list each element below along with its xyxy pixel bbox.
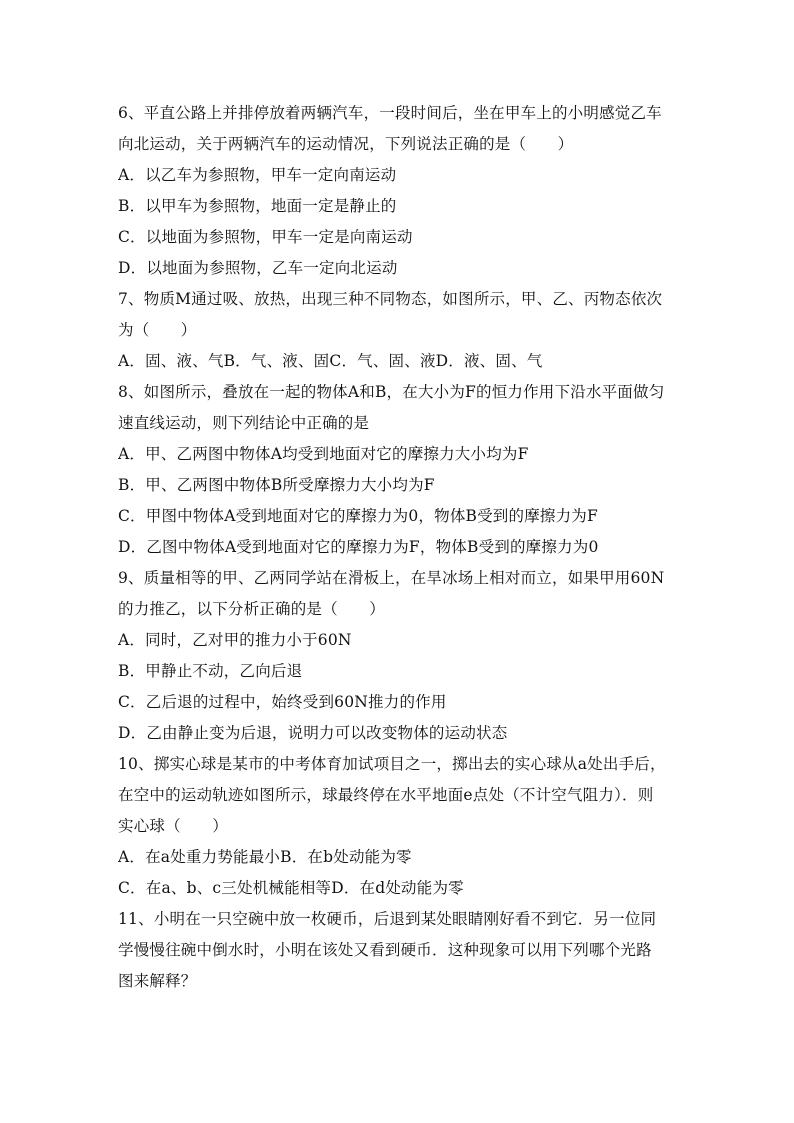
question-8-option-a: A．甲、乙两图中物体A均受到地面对它的摩擦力大小均为F (118, 445, 529, 463)
question-11-stem-line-3: 图来解释？ (118, 972, 197, 990)
question-6-option-c: C．以地面为参照物，甲车一定是向南运动 (118, 228, 413, 246)
question-11-stem-line-2: 学慢慢往碗中倒水时，小明在该处又看到硬币．这种现象可以用下列哪个光路 (118, 941, 652, 959)
question-9-stem-line-2: 的力推乙，以下分析正确的是（ ） (118, 600, 385, 618)
question-8-option-c: C．甲图中物体A受到地面对它的摩擦力为0，物体B受到的摩擦力为F (118, 507, 598, 525)
question-9-option-c: C．乙后退的过程中，始终受到60N推力的作用 (118, 693, 447, 711)
question-6-stem-line-2: 向北运动，关于两辆汽车的运动情况，下列说法正确的是（ ） (118, 135, 574, 153)
question-7-options: A．固、液、气B．气、液、固C．气、固、液D．液、固、气 (118, 352, 543, 370)
question-10-options-cd: C．在a、b、c三处机械能相等D．在d处动能为零 (118, 879, 464, 897)
question-7-stem-line-1: 7、物质M通过吸、放热，出现三种不同物态，如图所示，甲、乙、丙物态依次 (118, 290, 663, 308)
question-9-option-d: D．乙由静止变为后退，说明力可以改变物体的运动状态 (118, 724, 508, 742)
question-6 (118, 98, 708, 284)
question-9-option-b: B．甲静止不动，乙向后退 (118, 662, 303, 680)
question-11-stem-line-1: 11、小明在一只空碗中放一枚硬币，后退到某处眼睛刚好看不到它．另一位同 (118, 910, 657, 928)
question-9-stem-line-1: 9、质量相等的甲、乙两同学站在滑板上，在旱冰场上相对而立，如果甲用60N (118, 569, 665, 587)
question-10-options-ab: A．在a处重力势能最小B．在b处动能为零 (118, 848, 412, 866)
question-10 (118, 749, 708, 904)
question-10-stem-line-3: 实心球（ ） (118, 817, 228, 835)
question-9 (118, 563, 708, 749)
question-6-option-d: D．以地面为参照物，乙车一定向北运动 (118, 259, 398, 277)
question-7 (118, 284, 708, 377)
question-11 (118, 904, 708, 997)
question-7-stem-line-2: 为（ ） (118, 321, 197, 339)
question-10-stem-line-2: 在空中的运动轨迹如图所示，球最终停在水平地面e点处（不计空气阻力）．则 (118, 786, 654, 804)
question-10-stem-line-1: 10、掷实心球是某市的中考体育加试项目之一，掷出去的实心球从a处出手后， (118, 755, 666, 773)
question-8 (118, 377, 708, 563)
question-8-option-b: B．甲、乙两图中物体B所受摩擦力大小均为F (118, 476, 435, 494)
question-8-option-d: D．乙图中物体A受到地面对它的摩擦力为F，物体B受到的摩擦力为0 (118, 538, 599, 556)
question-6-option-a: A．以乙车为参照物，甲车一定向南运动 (118, 166, 397, 184)
question-6-option-b: B．以甲车为参照物，地面一定是静止的 (118, 197, 397, 215)
question-6-stem-line-1: 6、平直公路上并排停放着两辆汽车，一段时间后，坐在甲车上的小明感觉乙车 (118, 104, 662, 122)
question-9-option-a: A．同时，乙对甲的推力小于60N (118, 631, 352, 649)
question-8-stem-line-1: 8、如图所示，叠放在一起的物体A和B，在大小为F的恒力作用下沿水平面做匀 (118, 383, 665, 401)
question-8-stem-line-2: 速直线运动，则下列结论中正确的是 (118, 414, 370, 432)
question-list (118, 98, 708, 997)
